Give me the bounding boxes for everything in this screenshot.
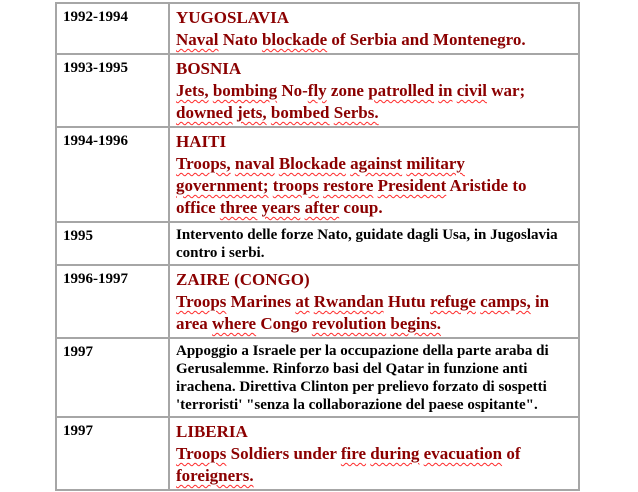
entry-text-line	[176, 80, 572, 102]
text-segment: war;	[486, 81, 526, 100]
misspelled-word: foreigners.	[176, 466, 254, 485]
table-row	[56, 54, 579, 127]
misspelled-word: at	[295, 292, 310, 311]
text-segment: Intervento delle forze Nato, guidate dagli Usa, in Jugoslavia	[176, 227, 558, 243]
misspelled-word: against	[350, 154, 403, 173]
misspelled-word: President	[377, 176, 447, 195]
text-segment: area	[176, 314, 213, 333]
period-cell: 1995	[56, 222, 169, 265]
entry-text-line	[176, 29, 572, 51]
misspelled-word: evacuation	[423, 444, 503, 463]
country-title: ZAIRE (CONGO)	[176, 270, 310, 289]
period-cell: 1997	[56, 417, 169, 490]
table-row	[56, 127, 579, 222]
misspelled-word: Troops,	[176, 154, 231, 173]
military-interventions-table	[55, 2, 580, 491]
misspelled-word: naval	[234, 154, 275, 173]
country-title: LIBERIA	[176, 422, 248, 441]
table-row	[56, 417, 579, 490]
misspelled-word: Serbs.	[333, 103, 379, 122]
text-segment: coup.	[339, 198, 383, 217]
misspelled-word: civil	[456, 81, 487, 100]
description-cell	[169, 265, 579, 338]
description-cell	[169, 3, 579, 54]
text-segment: Congo	[256, 314, 312, 333]
misspelled-word: patrolled	[368, 81, 435, 100]
misspelled-word: blockade	[261, 30, 328, 49]
misspelled-word: Troops	[176, 292, 227, 311]
misspelled-word: camps,	[480, 292, 531, 311]
description-cell	[169, 338, 579, 417]
text-segment: Hutu	[383, 292, 430, 311]
period-cell: 1996-1997	[56, 265, 169, 338]
entry-text-line	[176, 197, 572, 219]
period-cell: 1992-1994	[56, 3, 169, 54]
misspelled-word: begins.	[390, 314, 441, 333]
misspelled-word: fire	[340, 444, 367, 463]
text-segment: of	[502, 444, 521, 463]
entry-text-line	[176, 291, 572, 313]
text-segment: Aristide to	[446, 176, 527, 195]
entry-text-line	[176, 443, 572, 465]
misspelled-word: military	[406, 154, 465, 173]
misspelled-word: three	[219, 198, 258, 217]
entry-text-line	[176, 396, 572, 414]
country-title: YUGOSLAVIA	[176, 8, 290, 27]
events-table-body	[56, 3, 579, 490]
period-cell: 1993-1995	[56, 54, 169, 127]
description-cell	[169, 222, 579, 265]
misspelled-word: jets,	[236, 103, 267, 122]
misspelled-word: after	[304, 198, 340, 217]
table-row	[56, 3, 579, 54]
table-row	[56, 338, 579, 417]
misspelled-word: Troops	[176, 444, 227, 463]
entry-text-line	[176, 378, 572, 396]
entry-text-line	[176, 244, 572, 262]
entry-text-line	[176, 342, 572, 360]
misspelled-word: refuge	[429, 292, 476, 311]
misspelled-word: Jets,	[176, 81, 209, 100]
misspelled-word: bombed	[270, 103, 330, 122]
misspelled-word: restore	[323, 176, 374, 195]
text-segment: Gerusalemme. Rinforzo basi del Qatar in funzione anti	[176, 361, 528, 377]
misspelled-word: revolution	[311, 314, 387, 333]
period-cell: 1997	[56, 338, 169, 417]
description-cell	[169, 127, 579, 222]
misspelled-word: during	[370, 444, 420, 463]
description-cell	[169, 417, 579, 490]
entry-text-line	[176, 360, 572, 378]
description-cell	[169, 54, 579, 127]
entry-text-line	[176, 153, 572, 175]
text-segment: of Serbia and Montenegro.	[327, 30, 526, 49]
misspelled-word: Blockade	[278, 154, 346, 173]
misspelled-word: in	[438, 81, 453, 100]
table-row	[56, 222, 579, 265]
text-segment: irachena. Direttiva Clinton per prelievo forzato di sospetti	[176, 379, 547, 395]
misspelled-word: government;	[176, 176, 269, 195]
country-title: BOSNIA	[176, 59, 242, 78]
misspelled-word: downed	[176, 103, 233, 122]
entry-text-line	[176, 175, 572, 197]
entry-text-line	[176, 226, 572, 244]
text-segment: Soldiers under	[226, 444, 341, 463]
text-segment: Nato	[218, 30, 262, 49]
misspelled-word: fly	[307, 81, 327, 100]
country-title: HAITI	[176, 132, 227, 151]
period-cell: 1994-1996	[56, 127, 169, 222]
entry-text-line	[176, 313, 572, 335]
misspelled-word: years	[261, 198, 301, 217]
text-segment: Appoggio a Israele per la occupazione della parte araba di	[176, 343, 549, 359]
text-segment: zone	[326, 81, 369, 100]
misspelled-word: where	[212, 314, 257, 333]
text-segment: 'terroristi' "senza la collaborazione del paese ospitante".	[176, 397, 538, 413]
text-segment: No-	[277, 81, 308, 100]
misspelled-word: Rwandan	[313, 292, 384, 311]
table-row	[56, 265, 579, 338]
text-segment: Marines	[226, 292, 296, 311]
misspelled-word: troops	[272, 176, 319, 195]
text-segment: office	[176, 198, 220, 217]
entry-text-line	[176, 102, 572, 124]
text-segment: in	[530, 292, 550, 311]
misspelled-word: bombing	[212, 81, 278, 100]
text-segment: contro i serbi.	[176, 245, 265, 261]
entry-text-line	[176, 465, 572, 487]
misspelled-word: Naval	[176, 30, 219, 49]
